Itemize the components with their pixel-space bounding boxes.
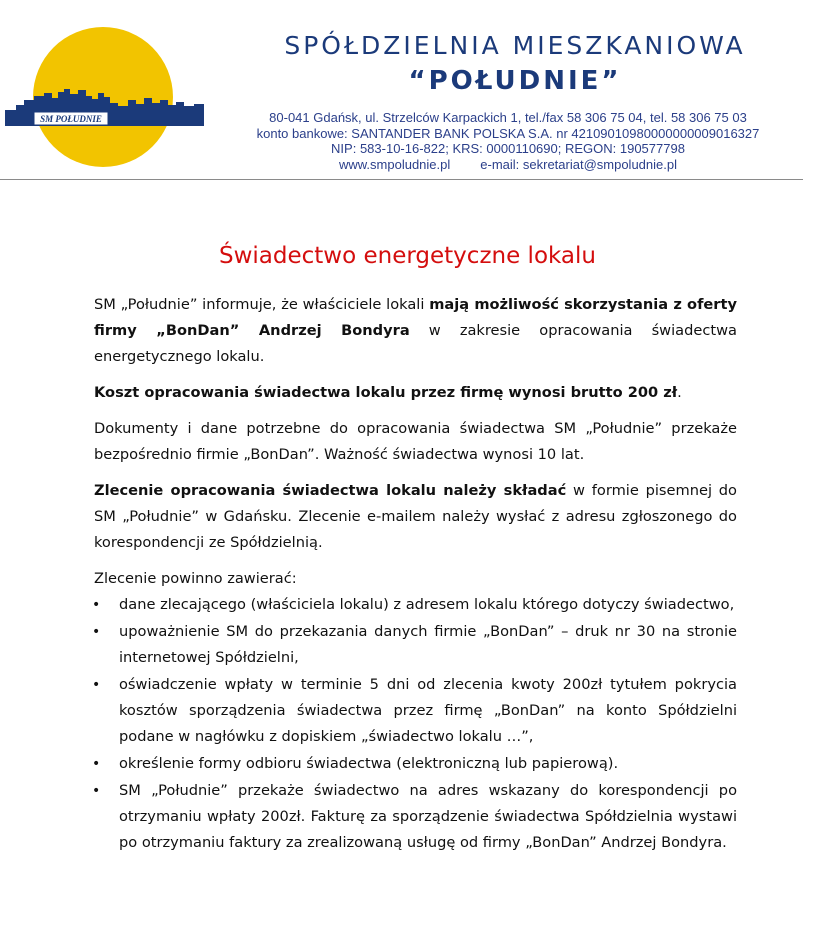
documents-paragraph: Dokumenty i dane potrzebne do opracowania świadectwa SM „Południe” przekaże bezpośrednio firmie „BonDan”. Ważność świadectwa wynosi 10 lat. [94,420,737,463]
logo-label: SM POŁUDNIE [40,114,102,124]
cost-paragraph: Koszt opracowania świadectwa lokalu przez firmę wynosi brutto 200 zł. [94,384,682,401]
list-item: • dane zlecającego (właściciela lokalu) z adresem lokalu którego dotyczy świadectwo, [94,592,737,618]
bullet-icon: • [92,597,101,613]
document-title: Świadectwo energetyczne lokalu [218,243,596,269]
intro-paragraph: SM „Południe” informuje, że właściciele lokali mają możliwość skorzystania z oferty firmy „BonDan” Andrzej Bondyra w zakresie opracowania świadectwa energetycznego lokalu. [94,296,737,365]
order-paragraph: Zlecenie opracowania świadectwa lokalu należy składać w formie pisemnej do SM „Południe” w Gdańsku. Zlecenie e-mailem należy wysłać z adresu zgłoszonego do korespondencji ze Spółdzielnią. [94,482,737,551]
organization-name: SPÓŁDZIELNIA MIESZKANIOWA [284,31,746,60]
list-item: • upoważnienie SM do przekazania danych firmie „BonDan” – druk nr 30 na stronie internetowej Spółdzielni, [94,619,737,671]
contact-block [208,110,808,172]
list-intro: Zlecenie powinno zawierać: [94,570,297,587]
list-item: • oświadczenie wpłaty w terminie 5 dni od zlecenia kwoty 200zł tytułem pokrycia kosztów sporządzenia świadectwa przez firmę „BonDan” na konto Spółdzielni podane w nagłówku z dopiskiem „świadectwo lokalu …”, [94,672,737,750]
email-link[interactable]: e-mail: sekretariat@smpoludnie.pl [480,156,677,172]
header-divider [0,179,803,180]
cooperative-logo [0,0,215,170]
website-link[interactable]: www.smpoludnie.pl [338,156,451,172]
bank-account-line: konto bankowe: SANTANDER BANK POLSKA S.A. nr 42109010980000000009016327 [256,125,760,141]
web-contact-line [208,157,808,173]
document-body [94,292,737,857]
list-item: • SM „Południe” przekaże świadectwo na adres wskazany do korespondencji po otrzymaniu wpłaty 200zł. Fakturę za sporządzenie świadectwa Spółdzielnia wystawi po otrzymaniu faktury za zrealizowaną usługę od firmy „BonDan” Andrzej Bondyra. [94,778,737,856]
organization-name-subtitle: “POŁUDNIE” [408,66,622,96]
requirements-list [94,592,737,856]
bullet-icon: • [92,756,101,772]
bullet-icon: • [92,783,101,799]
address-line: 80-041 Gdańsk, ul. Strzelców Karpackich 1, tel./fax 58 306 75 04, tel. 58 306 75 03 [269,110,747,125]
list-item: • określenie formy odbioru świadectwa (elektroniczną lub papierową). [94,751,737,777]
bullet-icon: • [92,624,101,640]
bullet-icon: • [92,677,101,693]
registry-line: NIP: 583-10-16-822; KRS: 0000110690; REGON: 190577798 [331,141,685,156]
